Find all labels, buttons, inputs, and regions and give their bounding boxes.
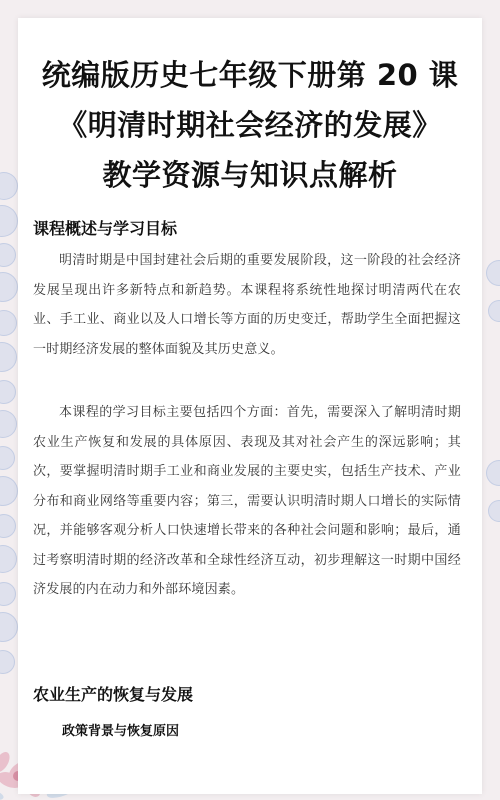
decor-bubble xyxy=(488,500,500,522)
paragraph-learning-goals: 本课程的学习目标主要包括四个方面：首先，需要深入了解明清时期农业生产恢复和发展的具体原因、表现及其对社会产生的深远影响；其次，要掌握明清时期手工业和商业发展的主要史实，包括生产技术、产业分布和商业网络等重要内容；第三，需要认识明清时期人口增长的实际情况，并能够客观分析人口快速增长带来的各种社会问题和影响；最后，通过考察明清时期的经济改革和全球性经济互动，初步理解这一时期中国经济发展的内在动力和外部环境因素。 xyxy=(33,405,461,597)
decor-bubble xyxy=(0,342,17,372)
section-heading-overview: 课程概述与学习目标 xyxy=(33,219,178,238)
decor-bubble xyxy=(0,243,16,267)
decor-bubble xyxy=(0,446,15,470)
decor-bubble xyxy=(0,545,17,573)
decor-bubble xyxy=(0,380,16,404)
decor-bubble xyxy=(0,650,15,674)
decor-bubble xyxy=(0,310,17,336)
decor-bubble xyxy=(486,260,500,286)
decor-bubble xyxy=(0,205,18,237)
decor-bubble xyxy=(486,460,500,486)
title-line-2: 《明清时期社会经济的发展》 xyxy=(58,108,442,142)
decor-bubble xyxy=(0,514,16,538)
decor-bubble xyxy=(0,612,18,642)
decor-bubble xyxy=(0,172,18,200)
title-line-3: 教学资源与知识点解析 xyxy=(102,158,398,192)
decor-bubble xyxy=(488,300,500,322)
decor-bubble xyxy=(0,582,16,606)
title-line-1: 统编版历史七年级下册第 20 课 xyxy=(41,58,459,92)
document-title xyxy=(18,50,482,200)
section-heading-agriculture: 农业生产的恢复与发展 xyxy=(33,685,194,704)
decor-bubble xyxy=(0,476,18,506)
document-page xyxy=(18,18,482,794)
subheading-policy-background: 政策背景与恢复原因 xyxy=(62,724,180,739)
paragraph-overview: 明清时期是中国封建社会后期的重要发展阶段，这一阶段的社会经济发展呈现出许多新特点和新趋势。本课程将系统性地探讨明清两代在农业、手工业、商业以及人口增长等方面的历史变迁，帮助学生全面把握这一时期经济发展的整体面貌及其历史意义。 xyxy=(33,253,461,357)
decor-bubble xyxy=(0,410,17,438)
decor-bubble xyxy=(0,272,18,302)
